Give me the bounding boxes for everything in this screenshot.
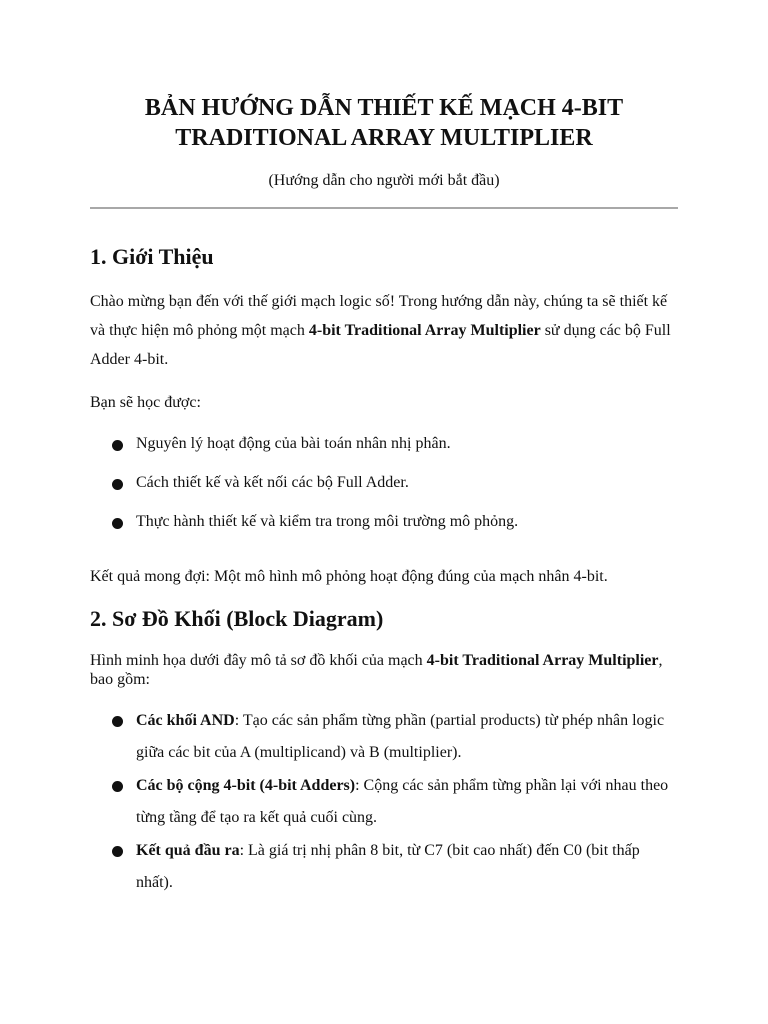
document-title (90, 93, 678, 153)
learn-item (90, 512, 678, 551)
section-2-intro-emphasis: 4-bit Traditional Array Multiplier (426, 652, 659, 669)
section-1-heading: 1. Giới Thiệu (90, 244, 214, 269)
component-item (90, 770, 680, 835)
section-1-intro-emphasis: 4-bit Traditional Array Multiplier (308, 322, 541, 339)
section-1-intro (90, 287, 680, 374)
section-2-intro-text-b: , bao gồm: (90, 652, 663, 688)
bullet-icon (112, 479, 123, 490)
learn-item-text: Nguyên lý hoạt động của bài toán nhân nhị phân. (136, 435, 451, 452)
component-description: : Là giá trị nhị phân 8 bit, từ C7 (bit cao nhất) đến C0 (bit thấp nhất). (136, 842, 640, 891)
component-item (90, 705, 680, 770)
section-1-intro-text-b: sử dụng các bộ Full Adder 4-bit. (90, 322, 671, 368)
document-subtitle: (Hướng dẫn cho người mới bắt đầu) (268, 172, 500, 189)
section-2-heading: 2. Sơ Đồ Khối (Block Diagram) (90, 606, 384, 631)
title-line-1: BẢN HƯỚNG DẪN THIẾT KẾ MẠCH 4-BIT (144, 95, 624, 121)
bullet-icon (112, 846, 123, 857)
bullet-icon (112, 781, 123, 792)
learn-list (90, 434, 678, 551)
component-term: Các khối AND (136, 712, 235, 729)
section-2-intro (90, 651, 680, 689)
section-2-intro-text-a: Hình minh họa dưới đây mô tả sơ đồ khối của mạch (90, 652, 427, 669)
bullet-icon (112, 440, 123, 451)
learn-item (90, 473, 678, 512)
components-list (90, 705, 680, 900)
title-line-2: TRADITIONAL ARRAY MULTIPLIER (175, 125, 593, 151)
learn-item (90, 434, 678, 473)
component-term: Kết quả đầu ra (136, 842, 240, 859)
component-item (90, 835, 680, 900)
section-1-intro-text-a: Chào mừng bạn đến với thế giới mạch logic số! Trong hướng dẫn này, chúng ta sẽ thiết kế và thực hiện mô phỏng một mạch (90, 293, 668, 339)
bullet-icon (112, 716, 123, 727)
component-term: Các bộ cộng 4-bit (4-bit Adders) (136, 777, 356, 794)
learn-label: Bạn sẽ học được: (90, 394, 201, 411)
component-description: : Tạo các sản phẩm từng phần (partial products) từ phép nhân logic giữa các bit của A (multiplicand) và B (multiplier). (136, 712, 665, 761)
learn-item-text: Thực hành thiết kế và kiểm tra trong môi trường mô phỏng. (136, 513, 519, 530)
learn-item-text: Cách thiết kế và kết nối các bộ Full Adder. (136, 474, 409, 491)
expected-result: Kết quả mong đợi: Một mô hình mô phỏng hoạt động đúng của mạch nhân 4-bit. (90, 568, 608, 585)
component-description: : Cộng các sản phẩm từng phần lại với nhau theo từng tầng để tạo ra kết quả cuối cùng. (136, 777, 669, 826)
title-divider (90, 207, 678, 209)
bullet-icon (112, 518, 123, 529)
